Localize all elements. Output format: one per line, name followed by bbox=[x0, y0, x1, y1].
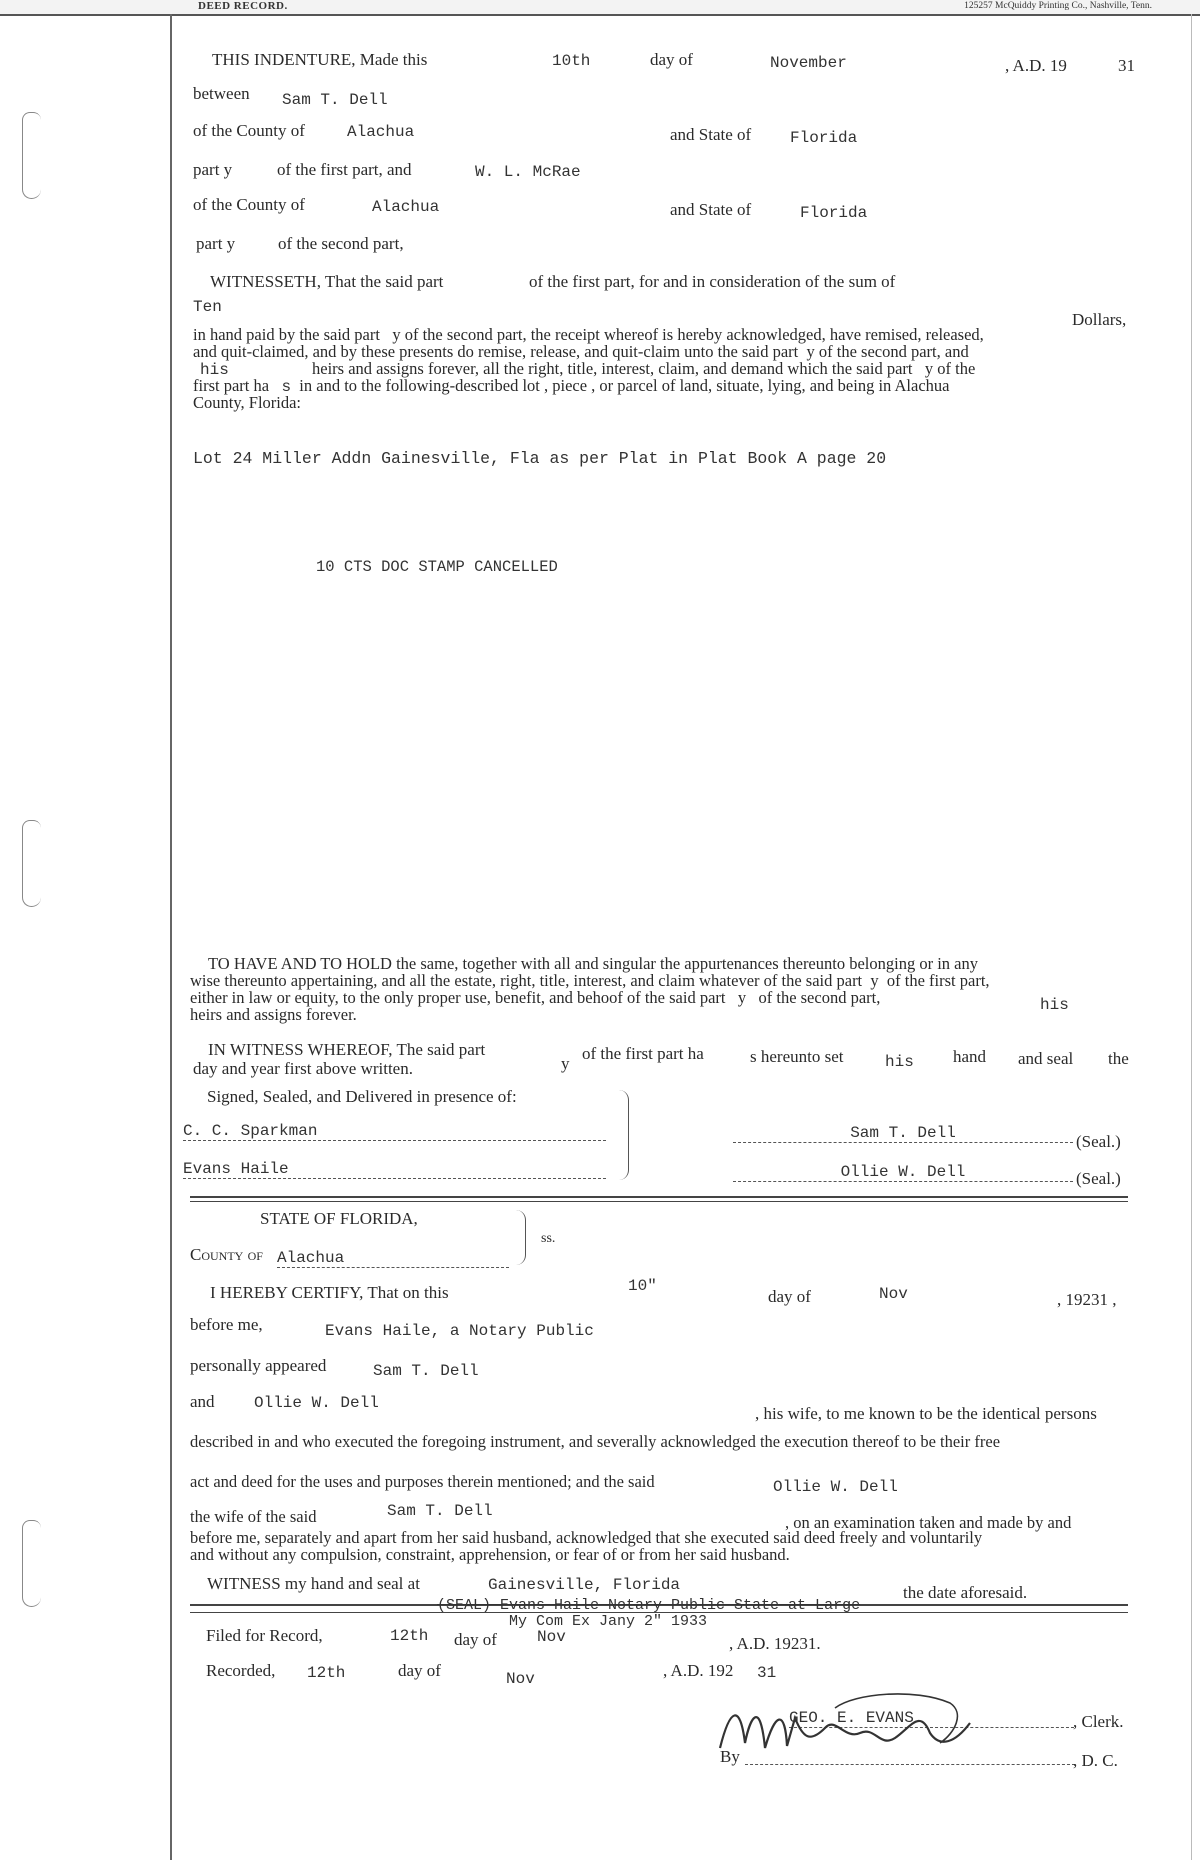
habendum-line-4: heirs and assigns forever. bbox=[190, 1005, 357, 1024]
section-divider-1b bbox=[190, 1201, 1128, 1202]
habendum-line-2: wise thereunto appertaining, and all the estate, right, title, interest, and claim whatever of the said part y of the first part, bbox=[190, 971, 990, 990]
husband-name: Sam T. Dell bbox=[387, 1502, 493, 1520]
county-label-2: of the County of bbox=[193, 195, 305, 214]
ack-county-line bbox=[277, 1249, 509, 1268]
filed-day-of: day of bbox=[454, 1630, 497, 1649]
certify-month: Nov bbox=[879, 1285, 908, 1303]
appeared-party-1: Sam T. Dell bbox=[373, 1362, 479, 1380]
notary-officer: Evans Haile, a Notary Public bbox=[325, 1322, 594, 1340]
act-deed-line: act and deed for the uses and purposes therein mentioned; and the said bbox=[190, 1472, 655, 1491]
grant-line-3: heirs and assigns forever, all the right, title, interest, claim, and demand which the said part y of the bbox=[312, 359, 976, 378]
certify-line: I HEREBY CERTIFY, That on this bbox=[210, 1283, 449, 1302]
by-label: By bbox=[720, 1747, 740, 1766]
indenture-day: 10th bbox=[552, 52, 591, 70]
without-compulsion-line: and without any compulsion, constraint, apprehension, or fear of or from her said husband. bbox=[190, 1545, 790, 1564]
witness-whereof-y: y bbox=[561, 1054, 570, 1073]
witness-whereof-his: his bbox=[885, 1053, 914, 1071]
seal-label-2: (Seal.) bbox=[1076, 1169, 1121, 1188]
county-label-1: of the County of bbox=[193, 121, 305, 140]
appeared-party-2: Ollie W. Dell bbox=[254, 1394, 379, 1412]
clerk-label: , Clerk. bbox=[1073, 1712, 1124, 1731]
habendum-line-3: either in law or equity, to the only proper use, benefit, and behoof of the said part y of the second part, bbox=[190, 988, 881, 1007]
state-of-florida: STATE OF FLORIDA, bbox=[260, 1209, 418, 1228]
witness-whereof-line: IN WITNESS WHEREOF, The said part bbox=[208, 1040, 486, 1059]
recorded-year: 31 bbox=[757, 1664, 777, 1682]
recorded-ad: , A.D. 192 bbox=[663, 1661, 734, 1680]
clerk-name: GEO. E. EVANS bbox=[789, 1709, 914, 1727]
recorded-label: Recorded, bbox=[206, 1661, 276, 1680]
grantor-name: Sam T. Dell bbox=[282, 91, 388, 109]
right-margin-rule bbox=[1191, 14, 1192, 1860]
signed-in-presence: Signed, Sealed, and Delivered in presence of: bbox=[207, 1087, 517, 1106]
witness-1-line bbox=[183, 1122, 606, 1141]
notary-commission: My Com Ex Jany 2" 1933 bbox=[509, 1613, 708, 1630]
witness-2-line bbox=[183, 1160, 606, 1179]
venue-brace bbox=[515, 1210, 526, 1265]
witness-brace bbox=[618, 1090, 629, 1180]
filed-day: 12th bbox=[390, 1627, 429, 1645]
left-margin-rule bbox=[170, 14, 172, 1860]
notary-seal-text: (SEAL) Evans Haile Notary Public State at Large bbox=[437, 1597, 861, 1614]
county-1: Alachua bbox=[347, 123, 415, 141]
witness-1-name: C. C. Sparkman bbox=[183, 1122, 318, 1140]
recorded-day-of: day of bbox=[398, 1661, 441, 1680]
wife-of-said: the wife of the said bbox=[190, 1507, 317, 1526]
state-1: Florida bbox=[790, 129, 858, 147]
witnesseth-line-b: of the first part, for and in consideration of the sum of bbox=[529, 272, 896, 291]
indenture-ad: , A.D. 19 bbox=[1005, 56, 1067, 75]
doc-stamp-note: 10 CTS DOC STAMP CANCELLED bbox=[316, 558, 558, 576]
grant-line-4: first part ha s in and to the following-described lot , piece , or parcel of land, situate, lying, and being in Alachua bbox=[193, 376, 950, 396]
ack-county: Alachua bbox=[277, 1249, 345, 1267]
ss-label: ss. bbox=[541, 1231, 556, 1246]
county-2: Alachua bbox=[372, 198, 440, 216]
witness-whereof-ha: of the first part ha bbox=[582, 1044, 704, 1063]
property-description: Lot 24 Miller Addn Gainesville, Fla as per Plat in Plat Book A page 20 bbox=[193, 449, 887, 468]
his-wife-line: , his wife, to me known to be the identical persons bbox=[755, 1404, 1097, 1423]
indenture-day-of: day of bbox=[650, 50, 693, 69]
binder-ring-bottom bbox=[22, 1520, 41, 1607]
party-y-2: part y bbox=[196, 234, 236, 253]
grant-his: his bbox=[200, 361, 229, 379]
seal-label-1: (Seal.) bbox=[1076, 1132, 1121, 1151]
habendum-line-1: TO HAVE AND TO HOLD the same, together with all and singular the appurtenances thereunto belonging or in any bbox=[208, 954, 978, 973]
wife-name: Ollie W. Dell bbox=[773, 1478, 898, 1496]
certify-year: , 19231 , bbox=[1057, 1290, 1117, 1309]
ack-place: Gainesville, Florida bbox=[488, 1576, 681, 1594]
state-2: Florida bbox=[800, 204, 868, 222]
recorded-month: Nov bbox=[506, 1670, 535, 1688]
county-of-label: County of bbox=[190, 1245, 263, 1264]
signer-2-line bbox=[733, 1163, 1073, 1182]
examination-line: , on an examination taken and made by and bbox=[785, 1513, 1072, 1532]
and-label: and bbox=[190, 1392, 215, 1411]
grantee-name: W. L. McRae bbox=[475, 163, 581, 181]
witness-whereof-s: s hereunto set bbox=[750, 1047, 844, 1066]
witnesseth-line: WITNESSETH, That the said part bbox=[210, 272, 444, 291]
filed-for-record: Filed for Record, bbox=[206, 1626, 323, 1645]
party-y-1: part y bbox=[193, 160, 233, 179]
date-aforesaid: the date aforesaid. bbox=[903, 1583, 1028, 1602]
deputy-clerk-signature bbox=[715, 1688, 985, 1768]
grant-line-2: and quit-claimed, and by these presents do remise, release, and quit-claim unto the said part y of the second part, and bbox=[193, 342, 969, 361]
habendum-his: his bbox=[1040, 996, 1069, 1014]
binder-ring-middle bbox=[22, 820, 41, 907]
witness-whereof-seal: and seal bbox=[1018, 1049, 1074, 1068]
signer-1-line bbox=[733, 1124, 1073, 1143]
indenture-month: November bbox=[770, 54, 847, 72]
before-me-line-2: before me, separately and apart from her said husband, acknowledged that she executed said deed freely and voluntarily bbox=[190, 1528, 983, 1547]
header-printer: 125257 McQuiddy Printing Co., Nashville, Tenn. bbox=[964, 1, 1152, 11]
witness-whereof-line-2: day and year first above written. bbox=[193, 1059, 413, 1078]
signer-1-name: Sam T. Dell bbox=[850, 1124, 956, 1142]
grant-line-1: in hand paid by the said part y of the second part, the receipt whereof is hereby acknowledged, have remised, released, bbox=[193, 325, 984, 344]
recorded-day: 12th bbox=[307, 1664, 346, 1682]
binder-ring-top bbox=[22, 112, 41, 199]
certify-day: 10" bbox=[628, 1277, 657, 1295]
witness-whereof-the: the bbox=[1108, 1049, 1129, 1068]
indenture-year: 31 bbox=[1118, 56, 1135, 75]
grant-line-5: County, Florida: bbox=[193, 393, 302, 412]
filed-ad: , A.D. 19231. bbox=[729, 1634, 821, 1653]
before-me-label: before me, bbox=[190, 1315, 263, 1334]
header-bar bbox=[0, 0, 1200, 16]
described-line: described in and who executed the foregoing instrument, and severally acknowledged the execution thereof to be their free bbox=[190, 1432, 1001, 1451]
state-label-1: and State of bbox=[670, 125, 752, 144]
between-label: between bbox=[193, 84, 250, 103]
filed-month: Nov bbox=[537, 1628, 566, 1646]
witness-hand-seal: WITNESS my hand and seal at bbox=[207, 1574, 420, 1593]
witness-2-name: Evans Haile bbox=[183, 1160, 289, 1178]
second-part: of the second part, bbox=[278, 234, 404, 253]
indenture-opening: THIS INDENTURE, Made this bbox=[212, 50, 428, 69]
personally-appeared: personally appeared bbox=[190, 1356, 327, 1375]
consideration-sum: Ten bbox=[193, 298, 222, 316]
certify-day-of: day of bbox=[768, 1287, 811, 1306]
section-divider-1 bbox=[190, 1196, 1128, 1198]
header-title: DEED RECORD. bbox=[198, 0, 288, 12]
signer-2-name: Ollie W. Dell bbox=[840, 1163, 966, 1181]
witness-whereof-hand: hand bbox=[953, 1047, 987, 1066]
dc-label: , D. C. bbox=[1073, 1751, 1118, 1770]
first-part-and: of the first part, and bbox=[277, 160, 412, 179]
dollars-label: Dollars, bbox=[1072, 310, 1127, 329]
state-label-2: and State of bbox=[670, 200, 752, 219]
